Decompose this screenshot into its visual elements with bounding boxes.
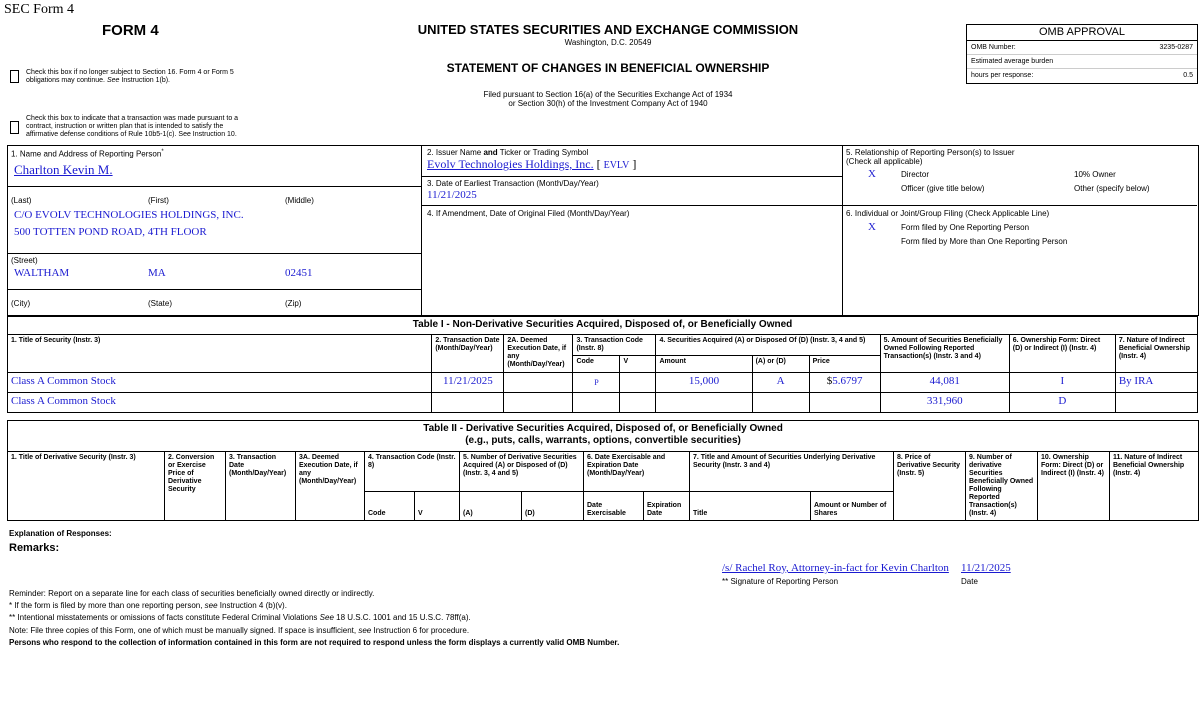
t2-h-d: (D) bbox=[522, 491, 584, 520]
t2-h-exercisable: 6. Date Exercisable and Expiration Date (Month/Day/Year) bbox=[584, 452, 690, 492]
row2-deemed bbox=[504, 393, 573, 413]
footer-line-3a: ** Intentional misstatements or omissions of facts constitute Federal Criminal Violations bbox=[9, 613, 320, 623]
address-line-2: 500 TOTTEN POND ROAD, 4TH FLOOR bbox=[14, 226, 207, 238]
footer-notes bbox=[9, 588, 619, 649]
filed-line-1: Filed pursuant to Section 16(a) of the Securities Exchange Act of 1934 bbox=[483, 90, 733, 99]
row2-title: Class A Common Stock bbox=[8, 393, 432, 413]
t1-h-code: 3. Transaction Code (Instr. 8) bbox=[573, 335, 656, 356]
officer-label: Officer (give title below) bbox=[901, 184, 985, 193]
ticker-open: [ bbox=[596, 157, 604, 171]
signature[interactable]: /s/ Rachel Roy, Attorney-in-fact for Kevin Charlton bbox=[722, 562, 949, 574]
t2-h-expiration: Expiration Date bbox=[644, 491, 690, 520]
t1-h-owned: 5. Amount of Securities Beneficially Owned Following Reported Transaction(s) (Instr. 3 and 4) bbox=[880, 335, 1009, 373]
state-label: (State) bbox=[148, 299, 173, 308]
omb-number-value: 3235-0287 bbox=[1159, 44, 1193, 51]
box2-label bbox=[427, 148, 588, 157]
row1-amount: 15,000 bbox=[656, 373, 752, 393]
t1-h-price: Price bbox=[809, 356, 880, 373]
box4-label: 4. If Amendment, Date of Original Filed (Month/Day/Year) bbox=[427, 209, 630, 218]
section16-instr: Instruction 1(b). bbox=[121, 77, 171, 84]
row1-date: 11/21/2025 bbox=[432, 373, 504, 393]
box1-label bbox=[11, 149, 164, 159]
table-row bbox=[8, 373, 1198, 393]
first-label: (First) bbox=[148, 196, 169, 205]
omb-approval-box bbox=[966, 24, 1198, 84]
table2-title-1: Table II - Derivative Securities Acquired, Disposed of, or Beneficially Owned bbox=[423, 423, 783, 434]
row1-form: I bbox=[1009, 373, 1115, 393]
t2-h-amount-sub: Amount or Number of Shares bbox=[811, 491, 894, 520]
omb-burden-label: Estimated average burden bbox=[967, 55, 1197, 69]
t1-h-deemed: 2A. Deemed Execution Date, if any (Month/Day/Year) bbox=[504, 335, 573, 373]
t2-h-price: 8. Price of Derivative Security (Instr. 5) bbox=[894, 452, 966, 521]
row1-title: Class A Common Stock bbox=[8, 373, 432, 393]
t2-h-a: (A) bbox=[460, 491, 522, 520]
row1-price-symbol: $ bbox=[826, 375, 833, 387]
ticker-close: ] bbox=[629, 157, 637, 171]
section16-line-2: obligations may continue. bbox=[26, 77, 105, 84]
other-label: Other (specify below) bbox=[1074, 184, 1150, 193]
footer-line-4c: Instruction 6 for procedure. bbox=[371, 625, 470, 635]
section16-text bbox=[26, 69, 234, 85]
row1-owned: 44,081 bbox=[880, 373, 1009, 393]
address-line-1: C/O EVOLV TECHNOLOGIES HOLDINGS, INC. bbox=[14, 209, 244, 221]
last-label: (Last) bbox=[11, 196, 32, 205]
t2-h-date-exercisable: Date Exercisable bbox=[584, 491, 644, 520]
box1-asterisk: * bbox=[161, 149, 164, 155]
t1-h-acquired: 4. Securities Acquired (A) or Disposed Of (D) (Instr. 3, 4 and 5) bbox=[656, 335, 880, 356]
state-value: MA bbox=[148, 267, 166, 279]
box2-label-post: Ticker or Trading Symbol bbox=[497, 148, 589, 157]
explanation-label: Explanation of Responses: bbox=[9, 529, 112, 538]
t1-h-form: 6. Ownership Form: Direct (D) or Indirect (I) (Instr. 4) bbox=[1009, 335, 1115, 373]
rule10b5-text bbox=[26, 115, 238, 139]
t1-h-code-sub: Code bbox=[573, 356, 620, 373]
rule10b5-checkbox[interactable] bbox=[10, 121, 19, 134]
t2-h-deemed: 3A. Deemed Execution Date, if any (Month/Day/Year) bbox=[296, 452, 365, 521]
box5-sub: (Check all applicable) bbox=[846, 157, 923, 166]
t2-h-code: 4. Transaction Code (Instr. 8) bbox=[365, 452, 460, 492]
t1-h-v: V bbox=[620, 356, 656, 373]
form-title: FORM 4 bbox=[102, 22, 159, 39]
footer-line-3c: 18 U.S.C. 1001 and 15 U.S.C. 78ff(a). bbox=[333, 613, 471, 623]
t2-h-code-sub: Code bbox=[365, 491, 415, 520]
agency-location: Washington, D.C. 20549 bbox=[564, 38, 652, 47]
row2-aord bbox=[752, 393, 809, 413]
omb-number-label: OMB Number: bbox=[971, 44, 1016, 51]
t2-h-number: 5. Number of Derivative Securities Acquired (A) or Disposed of (D) (Instr. 3, 4 and 5) bbox=[460, 452, 584, 492]
zip-label: (Zip) bbox=[285, 299, 302, 308]
t2-h-form: 10. Ownership Form: Direct (D) or Indirect (I) (Instr. 4) bbox=[1038, 452, 1110, 521]
box2-label-pre: 2. Issuer Name bbox=[427, 148, 484, 157]
middle-label: (Middle) bbox=[285, 196, 314, 205]
one-person-mark: X bbox=[868, 221, 876, 233]
rule-line-1: Check this box to indicate that a transaction was made pursuant to a bbox=[26, 115, 239, 122]
more-person-label: Form filed by More than One Reporting Person bbox=[901, 237, 1068, 246]
row2-date bbox=[432, 393, 504, 413]
omb-hours-value: 0.5 bbox=[1183, 72, 1193, 79]
row1-aord: A bbox=[752, 373, 809, 393]
t1-h-amount: Amount bbox=[656, 356, 752, 373]
row1-code: P bbox=[573, 373, 620, 393]
table1-title: Table I - Non-Derivative Securities Acquired, Disposed of, or Beneficially Owned bbox=[8, 317, 1198, 335]
t1-h-title: 1. Title of Security (Instr. 3) bbox=[8, 335, 432, 373]
row1-price: 5.6797 bbox=[832, 375, 863, 387]
footer-line-4a: Note: File three copies of this Form, one of which must be manually signed. If space is insufficient, bbox=[9, 625, 359, 635]
reporting-person-name[interactable]: Charlton Kevin M. bbox=[14, 162, 113, 177]
t1-h-nature: 7. Nature of Indirect Beneficial Ownership (Instr. 4) bbox=[1115, 335, 1197, 373]
footer-line-5: Persons who respond to the collection of information contained in this form are not required to respond unless the form displays a currently valid OMB Number. bbox=[9, 637, 620, 647]
ticker-symbol: EVLV bbox=[603, 160, 630, 171]
issuer-name[interactable]: Evolv Technologies Holdings, Inc. bbox=[427, 157, 594, 171]
t2-h-title-sub: Title bbox=[690, 491, 811, 520]
remarks-label: Remarks: bbox=[9, 542, 60, 554]
row1-deemed bbox=[504, 373, 573, 393]
row2-form: D bbox=[1009, 393, 1115, 413]
table-row bbox=[8, 393, 1198, 413]
ten-percent-owner-label: 10% Owner bbox=[1074, 170, 1116, 179]
box1-label-text: 1. Name and Address of Reporting Person bbox=[11, 149, 162, 159]
t2-h-nature: 11. Nature of Indirect Beneficial Ownership (Instr. 4) bbox=[1110, 452, 1199, 521]
director-label: Director bbox=[901, 170, 930, 179]
row1-v bbox=[620, 373, 656, 393]
row1-nature: By IRA bbox=[1115, 373, 1197, 393]
row2-nature bbox=[1115, 393, 1197, 413]
box5-label-text: 5. Relationship of Reporting Person(s) to Issuer bbox=[846, 148, 1015, 157]
t2-h-underlying: 7. Title and Amount of Securities Underlying Derivative Security (Instr. 3 and 4) bbox=[690, 452, 894, 492]
footer-line-2c: Instruction 4 (b)(v). bbox=[217, 601, 287, 611]
agency-name: UNITED STATES SECURITIES AND EXCHANGE COMMISSION bbox=[417, 22, 799, 37]
signature-label: ** Signature of Reporting Person bbox=[722, 577, 839, 586]
t2-h-v: V bbox=[415, 491, 460, 520]
city-label: (City) bbox=[11, 299, 31, 308]
rule-line-2: contract, instruction or written plan that is intended to satisfy the bbox=[26, 123, 224, 130]
city-value: WALTHAM bbox=[14, 267, 70, 279]
date-label: Date bbox=[961, 577, 978, 586]
row2-owned: 331,960 bbox=[880, 393, 1009, 413]
page-label: SEC Form 4 bbox=[4, 2, 75, 17]
omb-title: OMB APPROVAL bbox=[967, 25, 1197, 41]
footer-line-2b: see bbox=[204, 601, 218, 611]
statement-title: STATEMENT OF CHANGES IN BENEFICIAL OWNERSHIP bbox=[446, 61, 770, 75]
t1-h-date: 2. Transaction Date (Month/Day/Year) bbox=[432, 335, 504, 373]
table2-title bbox=[8, 421, 1199, 452]
row2-amount bbox=[656, 393, 752, 413]
signature-date[interactable]: 11/21/2025 bbox=[961, 562, 1011, 574]
table2-title-2: (e.g., puts, calls, warrants, options, convertible securities) bbox=[465, 435, 741, 446]
zip-value: 02451 bbox=[285, 267, 313, 279]
t1-h-aord: (A) or (D) bbox=[752, 356, 809, 373]
t2-h-owned: 9. Number of derivative Securities Beneficially Owned Following Reported Transaction(s) (Instr. 4) bbox=[966, 452, 1038, 521]
street-label: (Street) bbox=[11, 256, 38, 265]
box6-label: 6. Individual or Joint/Group Filing (Check Applicable Line) bbox=[846, 209, 1050, 218]
t2-h-date: 3. Transaction Date (Month/Day/Year) bbox=[226, 452, 296, 521]
box2-label-and: and bbox=[483, 148, 498, 157]
box3-label: 3. Date of Earliest Transaction (Month/Day/Year) bbox=[427, 179, 599, 188]
footer-line-4b: see bbox=[358, 625, 372, 635]
section16-see: See bbox=[106, 77, 120, 84]
earliest-transaction-date: 11/21/2025 bbox=[427, 189, 477, 201]
omb-hours-label: hours per response: bbox=[971, 72, 1034, 79]
director-mark: X bbox=[868, 168, 876, 180]
table-2 bbox=[7, 420, 1199, 521]
table-1 bbox=[7, 316, 1198, 413]
t2-h-conversion: 2. Conversion or Exercise Price of Derivative Security bbox=[165, 452, 226, 521]
one-person-label: Form filed by One Reporting Person bbox=[901, 223, 1030, 232]
footer-line-2a: * If the form is filed by more than one reporting person, bbox=[9, 601, 205, 611]
section16-line-1: Check this box if no longer subject to Section 16. Form 4 or Form 5 bbox=[26, 69, 234, 76]
box5-label bbox=[846, 148, 1015, 166]
t2-h-title: 1. Title of Derivative Security (Instr. 3) bbox=[8, 452, 165, 521]
footer-line-3b: See bbox=[319, 613, 334, 623]
issuer-line bbox=[427, 157, 636, 172]
rule-line-3: affirmative defense conditions of Rule 10b5-1(c). See Instruction 10. bbox=[26, 131, 237, 138]
row2-code bbox=[573, 393, 620, 413]
footer-line-1: Reminder: Report on a separate line for each class of securities beneficially owned directly or indirectly. bbox=[9, 589, 375, 598]
section16-checkbox[interactable] bbox=[10, 70, 19, 83]
row2-v bbox=[620, 393, 656, 413]
filed-line-2: or Section 30(h) of the Investment Company Act of 1940 bbox=[508, 99, 708, 108]
